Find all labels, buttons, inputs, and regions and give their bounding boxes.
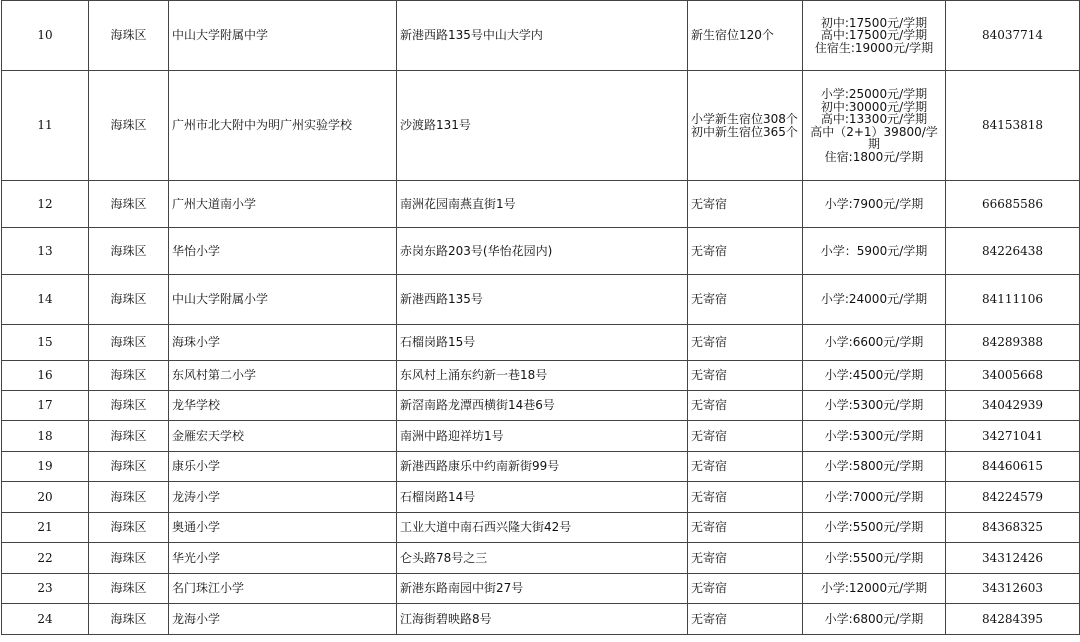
address-cell: 东风村上涌东约新一巷18号 xyxy=(397,361,688,391)
fee-cell: 小学:24000元/学期 xyxy=(803,275,946,325)
school-name-cell: 东风村第二小学 xyxy=(169,361,397,391)
dormitory-cell: 无寄宿 xyxy=(688,391,803,421)
address-cell: 江海街碧映路8号 xyxy=(397,604,688,635)
table-row xyxy=(2,482,1080,513)
table-row xyxy=(2,543,1080,574)
table-row xyxy=(2,325,1080,361)
table-row xyxy=(2,513,1080,543)
address-cell: 赤岗东路203号(华怡花园内) xyxy=(397,228,688,275)
district-cell: 海珠区 xyxy=(89,71,169,181)
row-number: 12 xyxy=(2,181,89,228)
dormitory-cell: 无寄宿 xyxy=(688,325,803,361)
fee-cell: 小学:6600元/学期 xyxy=(803,325,946,361)
district-cell: 海珠区 xyxy=(89,181,169,228)
address-cell: 石榴岗路14号 xyxy=(397,482,688,513)
phone-cell: 84111106 xyxy=(946,275,1080,325)
fee-cell: 小学:25000元/学期 初中:30000元/学期 高中:13300元/学期 高中（2+1）39800/学期 住宿:1800元/学期 xyxy=(803,71,946,181)
table-row xyxy=(2,361,1080,391)
phone-cell: 34042939 xyxy=(946,391,1080,421)
row-number: 21 xyxy=(2,513,89,543)
address-cell: 新港西路135号中山大学内 xyxy=(397,1,688,71)
phone-cell: 84368325 xyxy=(946,513,1080,543)
school-name-cell: 华怡小学 xyxy=(169,228,397,275)
phone-cell: 84289388 xyxy=(946,325,1080,361)
phone-cell: 34005668 xyxy=(946,361,1080,391)
table-row xyxy=(2,181,1080,228)
fee-cell: 初中:17500元/学期 高中:17500元/学期 住宿生:19000元/学期 xyxy=(803,1,946,71)
table-row xyxy=(2,228,1080,275)
dormitory-cell: 无寄宿 xyxy=(688,513,803,543)
dormitory-cell: 无寄宿 xyxy=(688,482,803,513)
phone-cell: 34312603 xyxy=(946,574,1080,604)
table-row xyxy=(2,604,1080,635)
school-name-cell: 金雁宏天学校 xyxy=(169,421,397,452)
phone-cell: 84284395 xyxy=(946,604,1080,635)
fee-cell: 小学:5300元/学期 xyxy=(803,421,946,452)
table-row xyxy=(2,391,1080,421)
phone-cell: 84224579 xyxy=(946,482,1080,513)
row-number: 11 xyxy=(2,71,89,181)
row-number: 22 xyxy=(2,543,89,574)
address-cell: 新港西路康乐中约南新街99号 xyxy=(397,452,688,482)
dormitory-cell: 无寄宿 xyxy=(688,604,803,635)
dormitory-cell: 小学新生宿位308个 初中新生宿位365个 xyxy=(688,71,803,181)
district-cell: 海珠区 xyxy=(89,228,169,275)
fee-cell: 小学:6800元/学期 xyxy=(803,604,946,635)
school-name-cell: 华光小学 xyxy=(169,543,397,574)
district-cell: 海珠区 xyxy=(89,604,169,635)
address-cell: 沙渡路131号 xyxy=(397,71,688,181)
school-name-cell: 龙华学校 xyxy=(169,391,397,421)
address-cell: 仑头路78号之三 xyxy=(397,543,688,574)
school-table xyxy=(1,0,1080,635)
district-cell: 海珠区 xyxy=(89,325,169,361)
row-number: 13 xyxy=(2,228,89,275)
table-row xyxy=(2,1,1080,71)
school-name-cell: 康乐小学 xyxy=(169,452,397,482)
dormitory-cell: 无寄宿 xyxy=(688,574,803,604)
phone-cell: 66685586 xyxy=(946,181,1080,228)
fee-cell: 小学:5500元/学期 xyxy=(803,543,946,574)
dormitory-cell: 无寄宿 xyxy=(688,181,803,228)
table-row xyxy=(2,452,1080,482)
school-name-cell: 广州大道南小学 xyxy=(169,181,397,228)
table-row xyxy=(2,574,1080,604)
district-cell: 海珠区 xyxy=(89,275,169,325)
phone-cell: 84037714 xyxy=(946,1,1080,71)
phone-cell: 34271041 xyxy=(946,421,1080,452)
table-row xyxy=(2,421,1080,452)
row-number: 20 xyxy=(2,482,89,513)
school-name-cell: 海珠小学 xyxy=(169,325,397,361)
address-cell: 新港西路135号 xyxy=(397,275,688,325)
row-number: 14 xyxy=(2,275,89,325)
row-number: 16 xyxy=(2,361,89,391)
district-cell: 海珠区 xyxy=(89,482,169,513)
school-name-cell: 龙涛小学 xyxy=(169,482,397,513)
table-row xyxy=(2,275,1080,325)
dormitory-cell: 无寄宿 xyxy=(688,361,803,391)
district-cell: 海珠区 xyxy=(89,452,169,482)
school-name-cell: 中山大学附属中学 xyxy=(169,1,397,71)
school-name-cell: 奥通小学 xyxy=(169,513,397,543)
district-cell: 海珠区 xyxy=(89,391,169,421)
district-cell: 海珠区 xyxy=(89,421,169,452)
phone-cell: 84460615 xyxy=(946,452,1080,482)
fee-cell: 小学:4500元/学期 xyxy=(803,361,946,391)
table-row xyxy=(2,71,1080,181)
address-cell: 南洲花园南燕直街1号 xyxy=(397,181,688,228)
dormitory-cell: 无寄宿 xyxy=(688,275,803,325)
phone-cell: 84226438 xyxy=(946,228,1080,275)
district-cell: 海珠区 xyxy=(89,361,169,391)
district-cell: 海珠区 xyxy=(89,1,169,71)
row-number: 23 xyxy=(2,574,89,604)
fee-cell: 小学:5300元/学期 xyxy=(803,391,946,421)
address-cell: 石榴岗路15号 xyxy=(397,325,688,361)
fee-cell: 小学:7000元/学期 xyxy=(803,482,946,513)
dormitory-cell: 无寄宿 xyxy=(688,543,803,574)
row-number: 19 xyxy=(2,452,89,482)
row-number: 15 xyxy=(2,325,89,361)
district-cell: 海珠区 xyxy=(89,574,169,604)
school-name-cell: 龙海小学 xyxy=(169,604,397,635)
row-number: 24 xyxy=(2,604,89,635)
phone-cell: 84153818 xyxy=(946,71,1080,181)
row-number: 18 xyxy=(2,421,89,452)
district-cell: 海珠区 xyxy=(89,543,169,574)
address-cell: 南洲中路迎祥坊1号 xyxy=(397,421,688,452)
fee-cell: 小学:12000元/学期 xyxy=(803,574,946,604)
fee-cell: 小学:5500元/学期 xyxy=(803,513,946,543)
fee-cell: 小学:5800元/学期 xyxy=(803,452,946,482)
dormitory-cell: 新生宿位120个 xyxy=(688,1,803,71)
dormitory-cell: 无寄宿 xyxy=(688,228,803,275)
dormitory-cell: 无寄宿 xyxy=(688,421,803,452)
school-name-cell: 广州市北大附中为明广州实验学校 xyxy=(169,71,397,181)
fee-cell: 小学:7900元/学期 xyxy=(803,181,946,228)
phone-cell: 34312426 xyxy=(946,543,1080,574)
address-cell: 新滘南路龙潭西横街14巷6号 xyxy=(397,391,688,421)
address-cell: 工业大道中南石西兴隆大街42号 xyxy=(397,513,688,543)
address-cell: 新港东路南园中街27号 xyxy=(397,574,688,604)
district-cell: 海珠区 xyxy=(89,513,169,543)
fee-cell: 小学：5900元/学期 xyxy=(803,228,946,275)
school-name-cell: 名门珠江小学 xyxy=(169,574,397,604)
row-number: 17 xyxy=(2,391,89,421)
row-number: 10 xyxy=(2,1,89,71)
school-name-cell: 中山大学附属小学 xyxy=(169,275,397,325)
dormitory-cell: 无寄宿 xyxy=(688,452,803,482)
